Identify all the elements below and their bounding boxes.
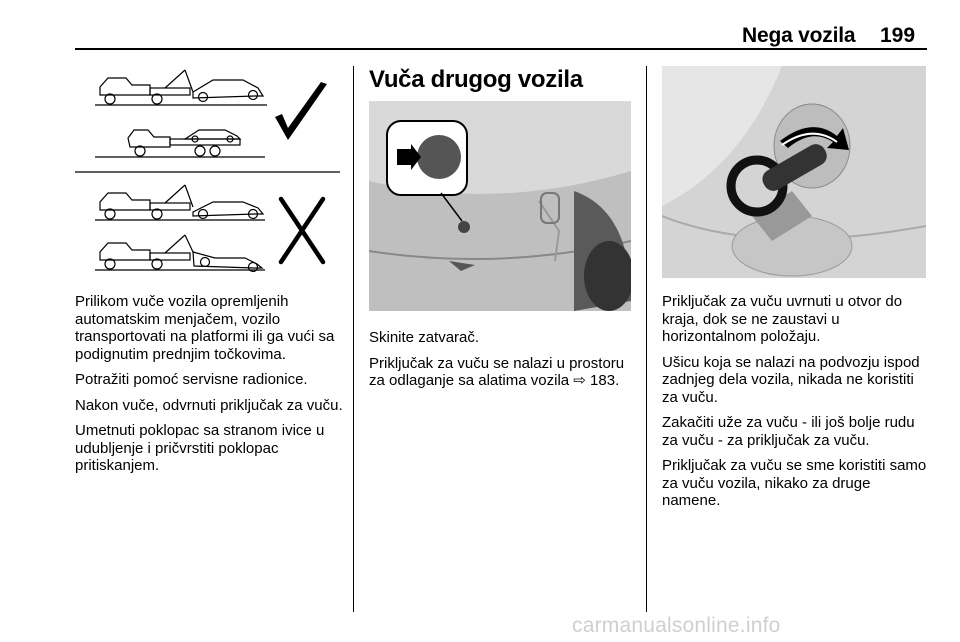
paragraph: Umetnuti poklopac sa stranom ivice u udubljenje i pričvrstiti poklopac pritiskanjem. xyxy=(75,422,325,474)
left-column-text xyxy=(75,293,345,483)
paragraph: Ušicu koja se nalazi na podvozju ispod zadnjeg dela vozila, nikada ne koristiti za vuču. xyxy=(662,353,920,406)
tow-truck-lift-front-correct xyxy=(95,70,267,105)
page-reference-link[interactable]: 183. xyxy=(590,372,620,389)
paragraph: Zakačiti uže za vuču - ili još bolje rudu za vuču - za priključak za vuču. xyxy=(662,414,915,449)
tow-truck-drag-wrong xyxy=(95,235,265,272)
checkmark-icon xyxy=(275,82,327,140)
paragraph: Priključak za vuču se sme koristiti samo za vuču vozila, nikako za druge namene. xyxy=(662,457,927,509)
section-heading: Vuča drugog vozila xyxy=(369,66,583,93)
running-header-title: Nega vozila xyxy=(742,24,856,47)
paragraph: Priključak za vuču uvrnuti u otvor do kraja, dok se ne zaustavi u horizontalnom položaju. xyxy=(662,293,903,345)
header-rule xyxy=(75,48,927,50)
right-column-text xyxy=(662,293,930,518)
paragraph: Potražiti pomoć servisne radionice. xyxy=(75,371,308,388)
tow-truck-lift-rear-wrong xyxy=(95,185,265,220)
paragraph xyxy=(369,355,634,390)
rear-bumper-photo xyxy=(369,101,631,311)
page-reference-arrow-icon: ⇨ xyxy=(573,372,591,389)
paragraph: Prilikom vuče vozila opremljenih automatskim menjačem, vozilo transportovati na platformi ili ga vući sa podignutim prednjim točkovima. xyxy=(75,293,335,363)
column-divider-left xyxy=(353,66,354,612)
watermark: carmanualsonline.info xyxy=(572,614,781,637)
paragraph: Skinite zatvarač. xyxy=(369,329,480,346)
paragraph: Nakon vuče, odvrnuti priključak za vuču. xyxy=(75,396,343,414)
middle-column-text xyxy=(369,329,634,398)
towing-eye-photo xyxy=(662,66,926,278)
cross-icon xyxy=(281,199,323,262)
towing-methods-illustration xyxy=(75,62,340,280)
flatbed-transport-correct xyxy=(95,130,265,157)
page-number: 199 xyxy=(880,24,916,47)
column-divider-right xyxy=(646,66,647,612)
paragraph-text: Priključak za vuču se nalazi u prostoru za odlaganje sa alatima vozila xyxy=(369,354,625,389)
